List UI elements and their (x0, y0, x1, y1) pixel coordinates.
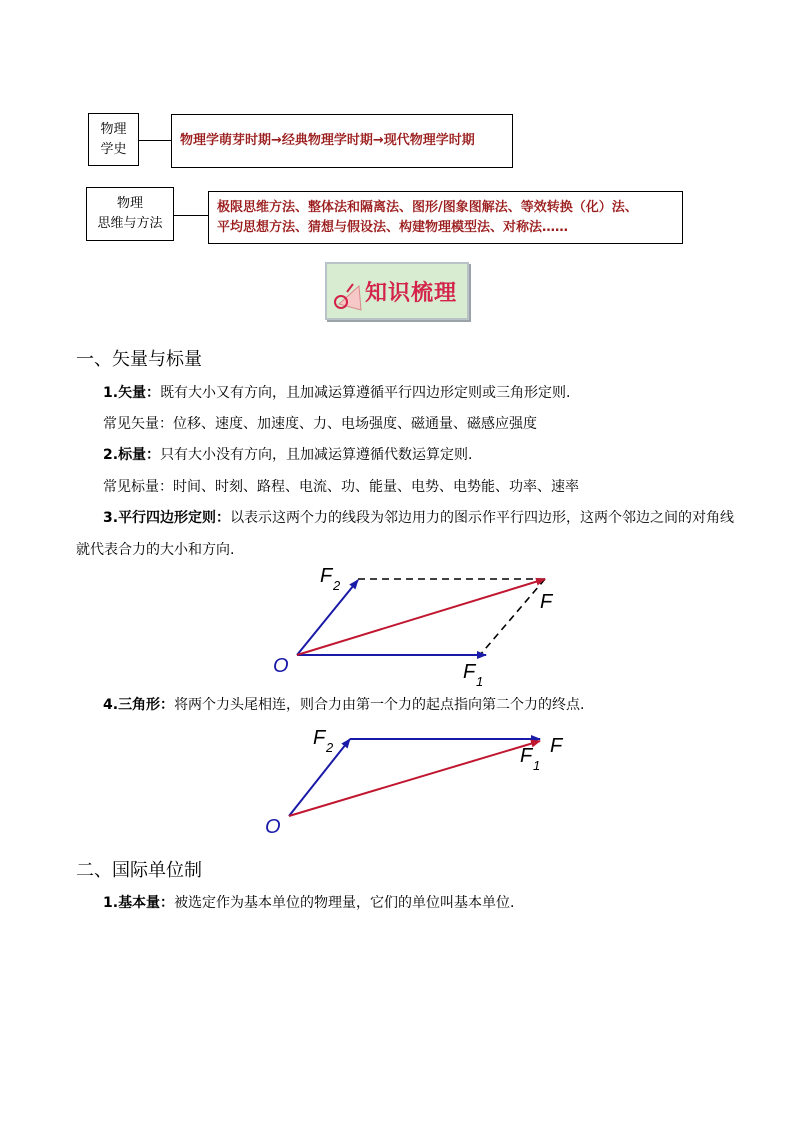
f2-label-tri: F (313, 727, 326, 749)
methods-content-box (208, 191, 683, 244)
methods-connector (174, 215, 208, 216)
f1-sub: 1 (476, 674, 484, 689)
section1-p5-cont: 就代表合力的大小和方向. (76, 542, 235, 558)
f2-sub: 2 (333, 578, 341, 593)
history-label-box (88, 113, 139, 166)
p5-text: 以表示这两个力的线段为邻边用力的图示作平行四边形，这两个邻边之间的对角线 (230, 510, 735, 526)
history-content-box (171, 114, 513, 168)
resultant-label-tri: F (550, 735, 563, 757)
methods-label-line1: 物理 (116, 196, 143, 211)
f1-label-tri: F (520, 745, 533, 767)
f1-label: F (463, 661, 476, 683)
history-label-line2: 学史 (100, 141, 127, 157)
section2-heading: 二、国际单位制 (76, 860, 202, 881)
parallelogram-diagram (0, 560, 794, 690)
f2-vector-tri (289, 739, 350, 816)
methods-label-box (86, 187, 174, 241)
s2-p1-num: 1. (103, 895, 119, 911)
f2-sub-tri: 2 (326, 740, 334, 755)
p6-num: 4. (103, 697, 119, 713)
p3-term: 标量： (118, 447, 161, 463)
section1-p6 (103, 694, 585, 716)
history-connector (139, 140, 171, 141)
p3-text: 只有大小没有方向，且加减运算遵循代数运算定则. (160, 447, 473, 463)
p3-num: 2. (103, 447, 119, 463)
origin-label: O (273, 655, 289, 677)
methods-content-line2: 平均思想方法、猜想与假设法、构建物理模型法、对称法…… (217, 219, 569, 235)
p1-text: 既有大小又有方向，且加减运算遵循平行四边形定则或三角形定则. (160, 385, 571, 401)
dashed-side (480, 579, 545, 655)
knowledge-badge (325, 262, 469, 320)
p6-term: 三角形： (118, 697, 175, 713)
history-label-line1: 物理 (100, 121, 127, 137)
section1-p1 (103, 382, 571, 404)
resultant-label: F (540, 591, 553, 613)
section1-p3 (103, 444, 473, 466)
section1-p4: 常见标量：时间、时刻、路程、电流、功、能量、电势、电势能、功率、速率 (103, 479, 579, 495)
origin-label-tri: O (265, 816, 281, 838)
s2-p1-text: 被选定作为基本单位的物理量，它们的单位叫基本单位. (174, 895, 515, 911)
f2-vector (297, 580, 358, 655)
history-content: 物理学萌芽时期→经典物理学时期→现代物理学时期 (180, 133, 475, 148)
p5-num: 3. (103, 510, 119, 526)
methods-label-line2: 思维与方法 (97, 216, 163, 231)
methods-content-line1: 极限思维方法、整体法和隔离法、图形/图象图解法、等效转换（化）法、 (217, 199, 638, 215)
section2-p1 (103, 892, 515, 914)
badge-icon (331, 276, 365, 316)
triangle-diagram (0, 722, 794, 842)
s2-p1-term: 基本量： (118, 895, 175, 911)
p1-num: 1. (103, 385, 119, 401)
section1-p5 (103, 507, 734, 529)
p5-term: 平行四边形定则： (118, 510, 231, 526)
badge-title: 知识梳理 (365, 281, 458, 306)
f1-sub-tri: 1 (533, 758, 541, 773)
p1-term: 矢量： (118, 385, 161, 401)
section1-heading: 一、矢量与标量 (76, 349, 202, 370)
f2-label: F (320, 565, 333, 587)
p6-text: 将两个力头尾相连，则合力由第一个力的起点指向第二个力的终点. (174, 697, 585, 713)
section1-p2: 常见矢量：位移、速度、加速度、力、电场强度、磁通量、磁感应强度 (103, 416, 537, 432)
